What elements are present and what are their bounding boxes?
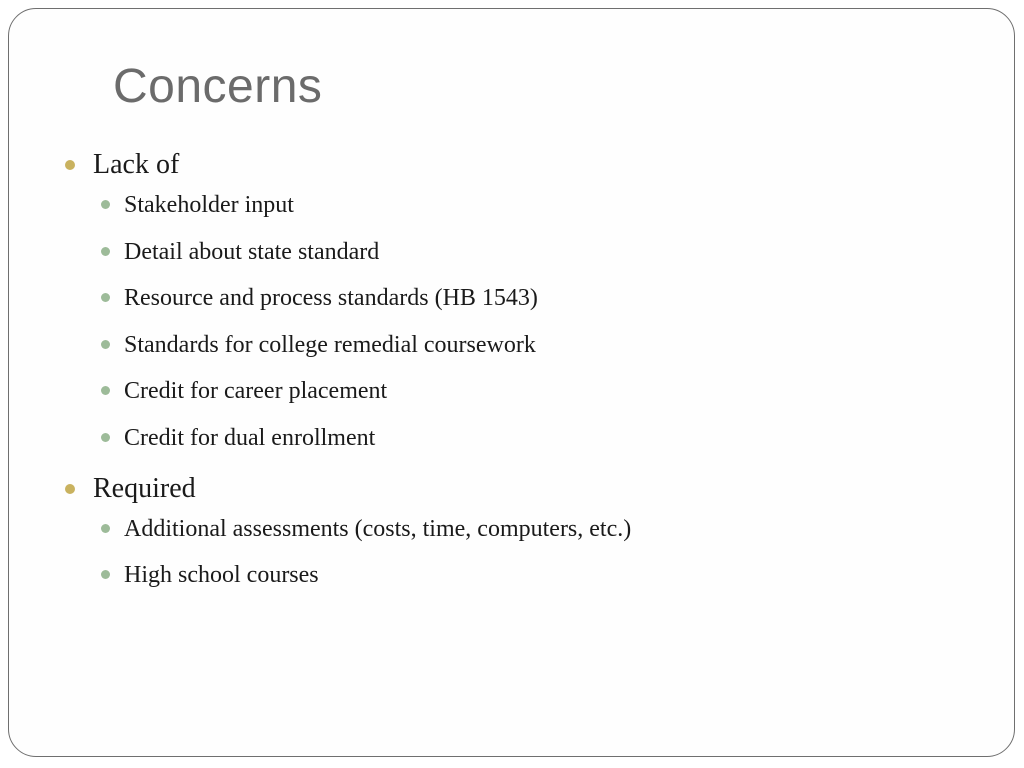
section-label: Required	[93, 472, 196, 504]
section-lack-of	[61, 145, 961, 454]
list-item	[61, 236, 961, 268]
list-item	[61, 282, 961, 314]
list-item-text: Detail about state standard	[124, 238, 380, 265]
bullet-dot-icon	[101, 433, 110, 442]
slide-content	[61, 145, 961, 606]
list-item-text: High school courses	[124, 562, 319, 589]
list-item-text: Additional assessments (costs, time, computers, etc.)	[124, 515, 632, 542]
list-item	[61, 422, 961, 454]
slide-title: Concerns	[113, 60, 323, 113]
bullet-dot-icon	[101, 200, 110, 209]
section-label: Lack of	[93, 149, 180, 180]
list-item-text: Resource and process standards (HB 1543)	[124, 285, 538, 312]
list-item-text: Stakeholder input	[124, 192, 294, 218]
list-item	[61, 513, 961, 545]
bullet-dot-icon	[65, 160, 75, 170]
bullet-level1	[61, 145, 961, 185]
bullet-dot-icon	[101, 524, 110, 533]
sub-bullet-list	[61, 513, 961, 592]
list-item	[61, 375, 961, 407]
bullet-dot-icon	[101, 293, 110, 302]
bullet-dot-icon	[101, 570, 110, 579]
bullet-dot-icon	[65, 484, 75, 494]
bullet-dot-icon	[101, 340, 110, 349]
bullet-dot-icon	[101, 386, 110, 395]
bullet-dot-icon	[101, 247, 110, 256]
bullet-level1	[61, 469, 961, 509]
list-item	[61, 189, 961, 221]
list-item	[61, 329, 961, 361]
list-item	[61, 559, 961, 591]
section-required	[61, 469, 961, 592]
sub-bullet-list	[61, 189, 961, 454]
slide	[8, 8, 1015, 757]
list-item-text: Credit for dual enrollment	[124, 424, 376, 451]
list-item-text: Credit for career placement	[124, 378, 388, 405]
list-item-text: Standards for college remedial coursework	[124, 331, 536, 358]
